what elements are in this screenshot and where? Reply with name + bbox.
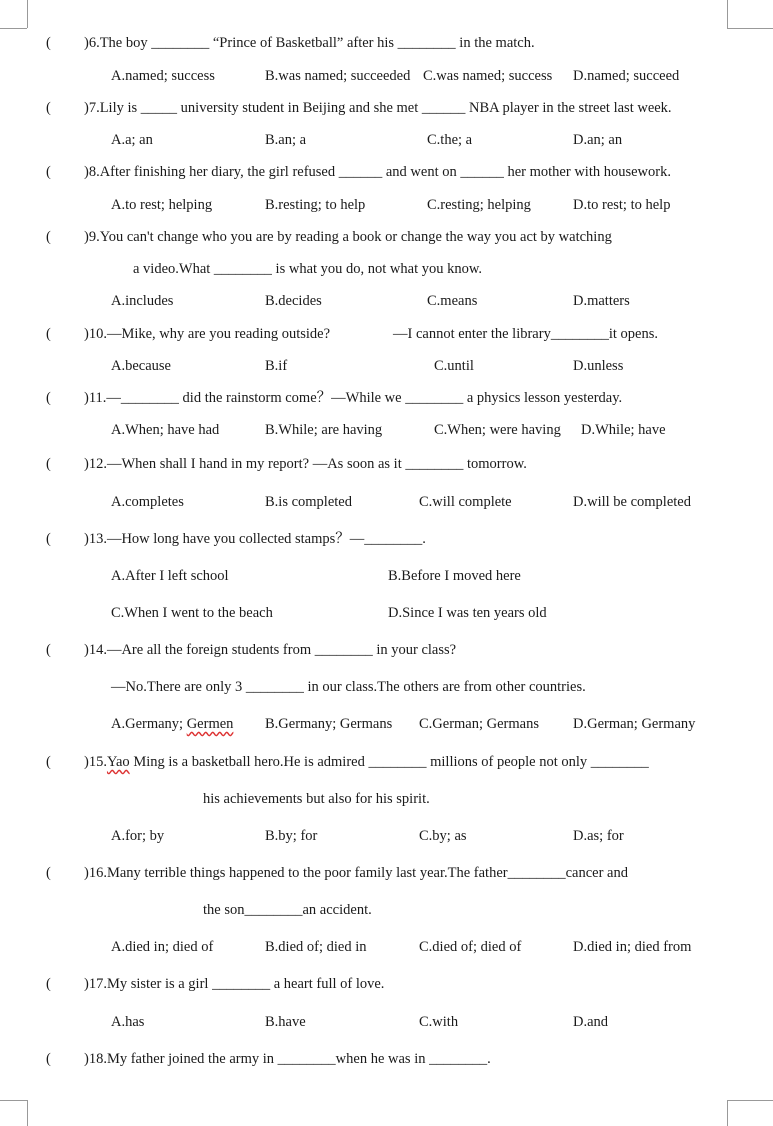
crop-mark-top-right-h (727, 28, 773, 29)
option-c: C.When; were having (434, 422, 561, 438)
crop-mark-bottom-right-h (727, 1100, 773, 1101)
question-number: )15. (84, 754, 107, 770)
answer-paren: ( (46, 100, 51, 116)
option-c: C.by; as (419, 828, 467, 844)
option-a: A.When; have had (111, 422, 220, 438)
question-text: )16.Many terrible things happened to the poor family last year.The father________cancer and (84, 865, 628, 881)
answer-paren: ( (46, 229, 51, 245)
crop-mark-bottom-left-h (0, 1100, 27, 1101)
answer-paren: ( (46, 456, 51, 472)
option-d: D.unless (573, 358, 624, 374)
question-text: )10.—Mike, why are you reading outside? (84, 326, 331, 342)
option-b: B.an; a (265, 132, 307, 148)
option-a: A.because (111, 358, 171, 374)
crop-mark-bottom-right (727, 1100, 728, 1126)
option-c: C.until (434, 358, 474, 374)
question-text-cont: a video.What ________ is what you do, not what you know. (133, 261, 483, 277)
option-a: A.named; success (111, 68, 215, 84)
option-b: B.resting; to help (265, 197, 366, 213)
spellcheck-word: Germen (186, 716, 234, 732)
option-c: C.German; Germans (419, 716, 539, 732)
question-text: )8.After finishing her diary, the girl refused ______ and went on ______ her mother with housework. (84, 164, 671, 180)
option-b: B.is completed (265, 494, 352, 510)
option-a: A.died in; died of (111, 939, 214, 955)
option-d: D.an; an (573, 132, 623, 148)
question-text: )14.—Are all the foreign students from ________ in your class? (84, 642, 457, 658)
option-d: D.and (573, 1014, 609, 1030)
crop-mark-bottom-left (17, 1100, 28, 1126)
spellcheck-word: Yao (106, 754, 130, 770)
option-d: D.as; for (573, 828, 624, 844)
option-b: B.died of; died in (265, 939, 367, 955)
question-text: )11.—________ did the rainstorm come？—While we ________ a physics lesson yesterday. (84, 390, 623, 406)
option-c: C.will complete (419, 494, 512, 510)
answer-paren: ( (46, 976, 51, 992)
option-c: C.with (419, 1014, 459, 1030)
option-b: B.While; are having (265, 422, 383, 438)
option-a: A.After I left school (111, 568, 229, 584)
option-a: A.includes (111, 293, 174, 309)
option-d: D.Since I was ten years old (388, 605, 547, 621)
option-d: D.died in; died from (573, 939, 692, 955)
option-a: A.has (111, 1014, 145, 1030)
answer-paren: ( (46, 531, 51, 547)
option-a: A.to rest; helping (111, 197, 213, 213)
question-text: )7.Lily is _____ university student in Beijing and she met ______ NBA player in the street last week. (84, 100, 672, 116)
answer-paren: ( (46, 164, 51, 180)
crop-mark-top-left-h (0, 28, 27, 29)
question-text-cont: —No.There are only 3 ________ in our class.The others are from other countries. (111, 679, 586, 695)
option-a (111, 715, 233, 733)
answer-paren: ( (46, 642, 51, 658)
option-d: D.German; Germany (573, 716, 696, 732)
option-a: A.for; by (111, 828, 165, 844)
question-text: )17.My sister is a girl ________ a heart full of love. (84, 976, 385, 992)
question-text: )12.—When shall I hand in my report? —As soon as it ________ tomorrow. (84, 456, 527, 472)
question-text: )18.My father joined the army in ________when he was in ________. (84, 1051, 491, 1067)
question-text: )6.The boy ________ “Prince of Basketball” after his ________ in the match. (84, 35, 535, 51)
crop-mark-top-left (17, 0, 28, 28)
option-a: A.a; an (111, 132, 153, 148)
question-body: Ming is a basketball hero.He is admired ________ millions of people not only ________ (129, 754, 649, 770)
answer-paren: ( (46, 326, 51, 342)
option-c: C.When I went to the beach (111, 605, 273, 621)
answer-paren: ( (46, 35, 51, 51)
option-b: B.if (265, 358, 288, 374)
option-b: B.Germany; Germans (265, 716, 393, 732)
option-c: C.means (427, 293, 478, 309)
option-d: D.to rest; to help (573, 197, 671, 213)
answer-paren: ( (46, 390, 51, 406)
question-text (84, 753, 649, 771)
option-b: B.by; for (265, 828, 318, 844)
option-b: B.have (265, 1014, 306, 1030)
question-text-reply: —I cannot enter the library________it opens. (393, 326, 658, 342)
question-text-cont: the son________an accident. (203, 902, 372, 918)
option-b: B.decides (265, 293, 322, 309)
option-c: C.the; a (427, 132, 473, 148)
answer-paren: ( (46, 1051, 51, 1067)
option-c: C.was named; success (423, 68, 553, 84)
question-text-cont: his achievements but also for his spirit. (203, 791, 430, 807)
crop-mark-top-right (727, 0, 728, 28)
option-d: D.named; succeed (573, 68, 680, 84)
option-a-text: A.Germany; (111, 716, 187, 732)
option-d: D.will be completed (573, 494, 691, 510)
option-a: A.completes (111, 494, 184, 510)
option-b: B.Before I moved here (388, 568, 521, 584)
option-d: D.matters (573, 293, 630, 309)
option-c: C.died of; died of (419, 939, 522, 955)
option-d: D.While; have (581, 422, 666, 438)
answer-paren: ( (46, 865, 51, 881)
answer-paren: ( (46, 754, 51, 770)
question-text: )9.You can't change who you are by reading a book or change the way you act by watching (84, 229, 612, 245)
option-c: C.resting; helping (427, 197, 531, 213)
option-b: B.was named; succeeded (265, 68, 411, 84)
question-text: )13.—How long have you collected stamps？—________. (84, 531, 426, 547)
